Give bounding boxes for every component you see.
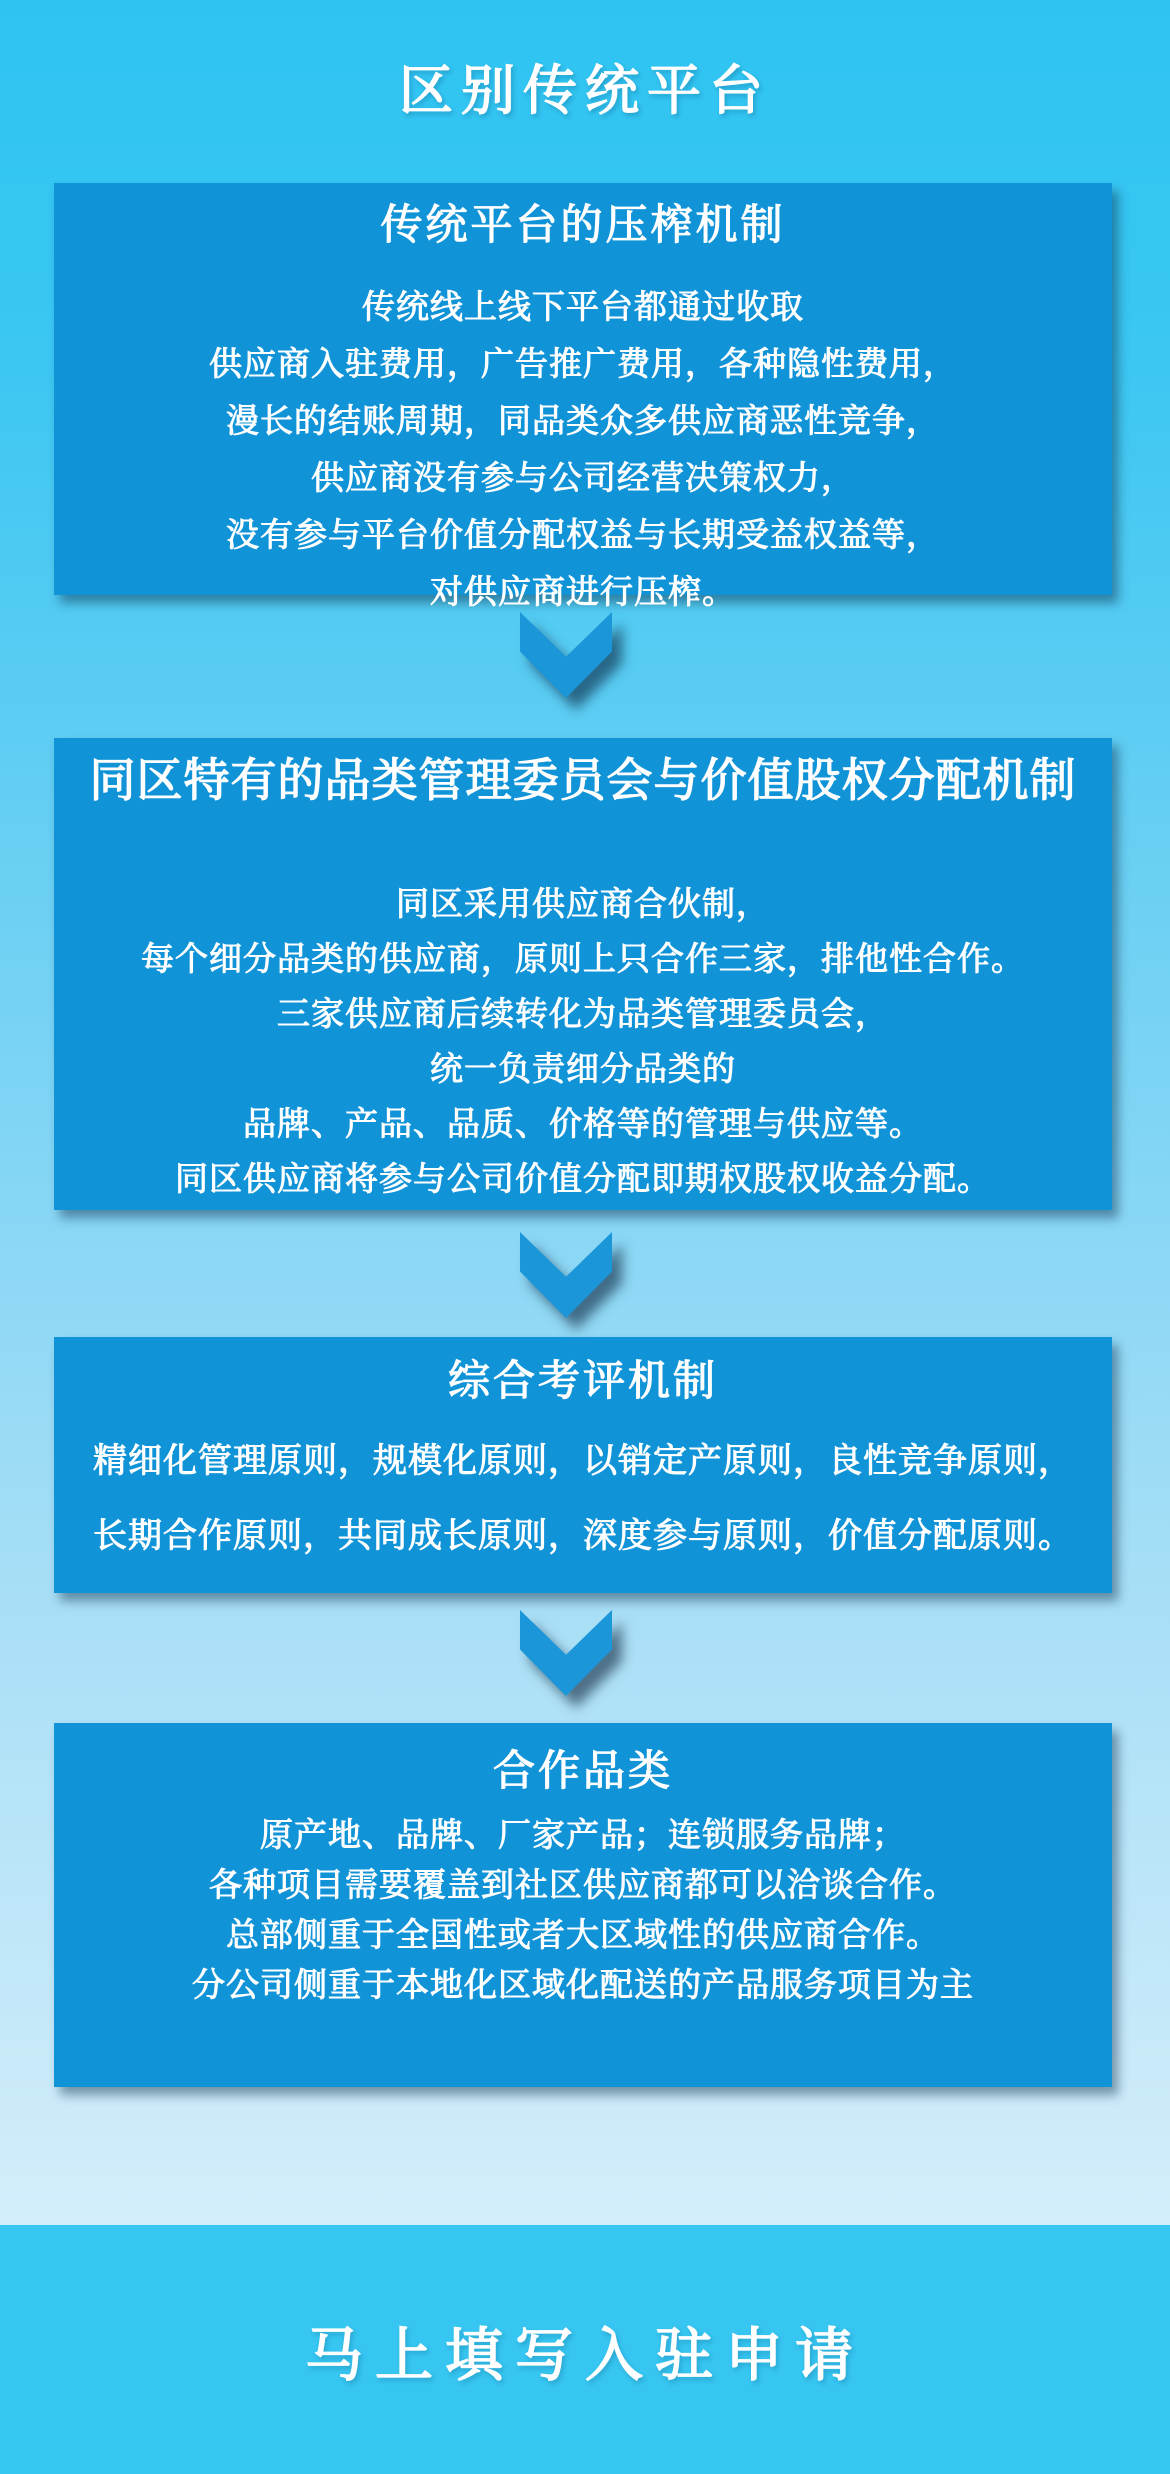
box-body-line: 没有参与平台价值分配权益与长期受益权益等， (226, 515, 940, 553)
box-body-line: 长期合作原则，共同成长原则，深度参与原则，价值分配原则。 (93, 1516, 1073, 1555)
cta-label: 马上填写入驻申请 (304, 2322, 865, 2388)
box-body-line: 同区采用供应商合伙制， (396, 884, 770, 922)
box-body-line: 统一负责细分品类的 (430, 1049, 736, 1087)
chevron-down-icon (520, 1610, 612, 1696)
box-body-line: 原产地、品牌、厂家产品；连锁服务品牌； (260, 1815, 906, 1853)
flow-box-cooperation-categories (54, 1723, 1112, 2087)
box-body-line: 分公司侧重于本地化区域化配送的产品服务项目为主 (192, 1965, 974, 2003)
box-title: 传统平台的压榨机制 (380, 201, 786, 248)
flow-box-evaluation-mechanism (54, 1337, 1112, 1593)
flow-box-category-committee (54, 738, 1112, 1210)
chevron-down-shape (520, 1232, 612, 1318)
chevron-down-shape (520, 1610, 612, 1696)
flow-box-squeeze-mechanism (54, 183, 1112, 610)
chevron-down-shape (520, 612, 612, 698)
box-body-line: 每个细分品类的供应商，原则上只合作三家，排他性合作。 (141, 939, 1025, 977)
box-body-line: 供应商入驻费用，广告推广费用，各种隐性费用， (209, 344, 957, 382)
box-body-line: 供应商没有参与公司经营决策权力， (311, 458, 855, 496)
box-body-line: 品牌、产品、品质、价格等的管理与供应等。 (243, 1104, 923, 1142)
box-body (54, 1424, 1112, 1574)
page-title: 区别传统平台 (399, 61, 771, 121)
box-body-line: 同区供应商将参与公司价值分配即期权股权收益分配。 (175, 1159, 991, 1197)
box-body-line: 对供应商进行压榨。 (430, 572, 736, 610)
box-title: 合作品类 (492, 1747, 673, 1794)
box-body-line: 三家供应商后续转化为品类管理委员会， (277, 994, 889, 1032)
box-body (54, 876, 1112, 1206)
chevron-down-icon (520, 612, 612, 698)
box-body-line: 总部侧重于全国性或者大区域性的供应商合作。 (226, 1915, 940, 1953)
box-title: 同区特有的品类管理委员会与价值股权分配机制 (89, 754, 1077, 806)
box-body (54, 278, 1112, 620)
cta-banner[interactable] (0, 2225, 1170, 2474)
chevron-down-icon (520, 1232, 612, 1318)
box-body (54, 1810, 1112, 2010)
box-title: 综合考评机制 (447, 1357, 718, 1404)
box-body-line: 精细化管理原则，规模化原则，以销定产原则，良性竞争原则， (93, 1441, 1073, 1480)
box-body-line: 各种项目需要覆盖到社区供应商都可以洽谈合作。 (209, 1865, 957, 1903)
box-body-line: 传统线上线下平台都通过收取 (362, 287, 804, 325)
box-body-line: 漫长的结账周期，同品类众多供应商恶性竞争， (226, 401, 940, 439)
